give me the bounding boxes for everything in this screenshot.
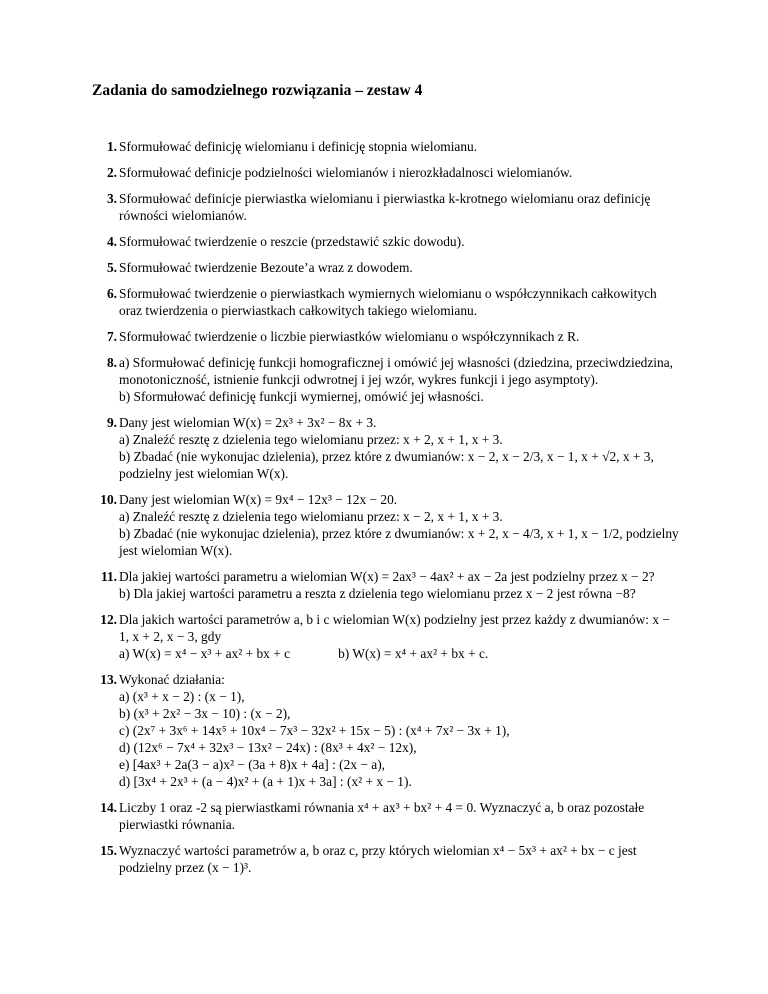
exercise-4 (92, 233, 682, 250)
exercise-subpart: a) Znaleźć resztę z dzielenia tego wielomianu przez: x + 2, x + 1, x + 3. (119, 432, 503, 447)
exercise-list (92, 138, 682, 885)
exercise-10 (92, 491, 682, 559)
page-title: Zadania do samodzielnego rozwiązania – zestaw 4 (92, 82, 423, 99)
exercise-number: 10. (100, 492, 117, 507)
exercise-number: 13. (100, 672, 117, 687)
exercise-number: 14. (100, 800, 117, 815)
exercise-number: 3. (106, 191, 117, 206)
exercise-text: Sformułować twierdzenie o liczbie pierwiastków wielomianu o współczynnikach z R. (119, 329, 580, 344)
exercise-subpart: c) (2x⁷ + 3x⁶ + 14x⁵ + 10x⁴ − 7x³ − 32x² + 15x − 5) : (x⁴ + 7x² − 3x + 1), (119, 723, 510, 738)
exercise-subpart: b) Zbadać (nie wykonujac dzielenia), przez które z dwumianów: x + 2, x − 4/3, x + 1, x − 1/2, podzielny jest wielomian W(x). (119, 526, 679, 558)
exercise-number: 9. (106, 415, 117, 430)
exercise-13 (92, 671, 682, 790)
exercise-subpart: b) Dla jakiej wartości parametru a reszta z dzielenia tego wielomianu przez x − 2 jest równa −8? (119, 586, 636, 601)
exercise-number: 4. (106, 234, 117, 249)
exercise-subpart: b) (x³ + 2x² − 3x − 10) : (x − 2), (119, 706, 291, 721)
exercise-subpart: a) Znaleźć resztę z dzielenia tego wielomianu przez: x − 2, x + 1, x + 3. (119, 509, 503, 524)
exercise-number: 12. (100, 612, 117, 627)
exercise-subpart: b) W(x) = x⁴ + ax² + bx + c. (338, 646, 489, 661)
exercise-14 (92, 799, 682, 833)
exercise-number: 2. (106, 165, 117, 180)
exercise-subpart: d) (12x⁶ − 7x⁴ + 32x³ − 13x² − 24x) : (8x³ + 4x² − 12x), (119, 740, 417, 755)
exercise-subpart: e) [4ax³ + 2a(3 − a)x² − (3a + 8)x + 4a] : (2x − a), (119, 757, 386, 772)
exercise-7 (92, 328, 682, 345)
exercise-text: Sformułować twierdzenie o reszcie (przedstawić szkic dowodu). (119, 234, 465, 249)
exercise-number: 11. (101, 569, 117, 584)
exercise-subpart: a) (x³ + x − 2) : (x − 1), (119, 689, 245, 704)
exercise-number: 15. (100, 843, 117, 858)
exercise-subparts-row (119, 645, 682, 662)
exercise-number: 5. (106, 260, 117, 275)
exercise-lead: Dla jakiej wartości parametru a wielomian W(x) = 2ax³ − 4ax² + ax − 2a jest podzielny przez x − 2? (119, 569, 655, 584)
exercise-text: Sformułować twierdzenie o pierwiastkach wymiernych wielomianu o współczynnikach całkowitych oraz twierdzenia o pierwiastkach całkowitych takiego wielomianu. (119, 286, 657, 318)
exercise-lead: Dany jest wielomian W(x) = 2x³ + 3x² − 8x + 3. (119, 415, 377, 430)
exercise-subpart: b) Zbadać (nie wykonujac dzielenia), przez które z dwumianów: x − 2, x − 2/3, x − 1, x + √2, x + 3, podzielny jest wielomian W(x). (119, 449, 654, 481)
exercise-12 (92, 611, 682, 662)
exercise-lead: Wykonać działania: (119, 672, 225, 687)
exercise-text: Sformułować definicję wielomianu i definicję stopnia wielomianu. (119, 139, 478, 154)
exercise-8 (92, 354, 682, 405)
exercise-number: 7. (106, 329, 117, 344)
exercise-lead: Dla jakich wartości parametrów a, b i c wielomian W(x) podzielny jest przez każdy z dwumianów: x − 1, x + 2, x − 3, gdy (119, 612, 670, 644)
exercise-9 (92, 414, 682, 482)
exercise-15 (92, 842, 682, 876)
exercise-text: Wyznaczyć wartości parametrów a, b oraz c, przy których wielomian x⁴ − 5x³ + ax² + bx − c jest podzielny przez (x − 1)³. (119, 843, 637, 875)
exercise-subpart: a) Sformułować definicję funkcji homograficznej i omówić jej własności (dziedzina, przeciwdziedzina, monotoniczność, istnienie funkcji odwrotnej i jej wzór, wykres funkcji i jego asymptoty). (119, 355, 674, 387)
exercise-subpart: d) [3x⁴ + 2x³ + (a − 4)x² + (a + 1)x + 3a] : (x² + x − 1). (119, 774, 412, 789)
exercise-subpart: a) W(x) = x⁴ − x³ + ax² + bx + c (119, 646, 291, 661)
exercise-11 (92, 568, 682, 602)
exercise-lead: Dany jest wielomian W(x) = 9x⁴ − 12x³ − 12x − 20. (119, 492, 398, 507)
exercise-3 (92, 190, 682, 224)
exercise-text: Sformułować definicje podzielności wielomianów i nierozkładalnosci wielomianów. (119, 165, 573, 180)
exercise-number: 1. (106, 139, 117, 154)
exercise-2 (92, 164, 682, 181)
exercise-1 (92, 138, 682, 155)
exercise-text: Sformułować definicje pierwiastka wielomianu i pierwiastka k-krotnego wielomianu oraz definicję równości wielomianów. (119, 191, 651, 223)
exercise-text: Liczby 1 oraz -2 są pierwiastkami równania x⁴ + ax³ + bx² + 4 = 0. Wyznaczyć a, b oraz pozostałe pierwiastki równania. (119, 800, 645, 832)
exercise-number: 8. (106, 355, 117, 370)
exercise-5 (92, 259, 682, 276)
exercise-6 (92, 285, 682, 319)
exercise-text: Sformułować twierdzenie Bezoute’a wraz z dowodem. (119, 260, 413, 275)
exercise-subpart: b) Sformułować definicję funkcji wymiernej, omówić jej własności. (119, 389, 484, 404)
exercise-number: 6. (106, 286, 117, 301)
